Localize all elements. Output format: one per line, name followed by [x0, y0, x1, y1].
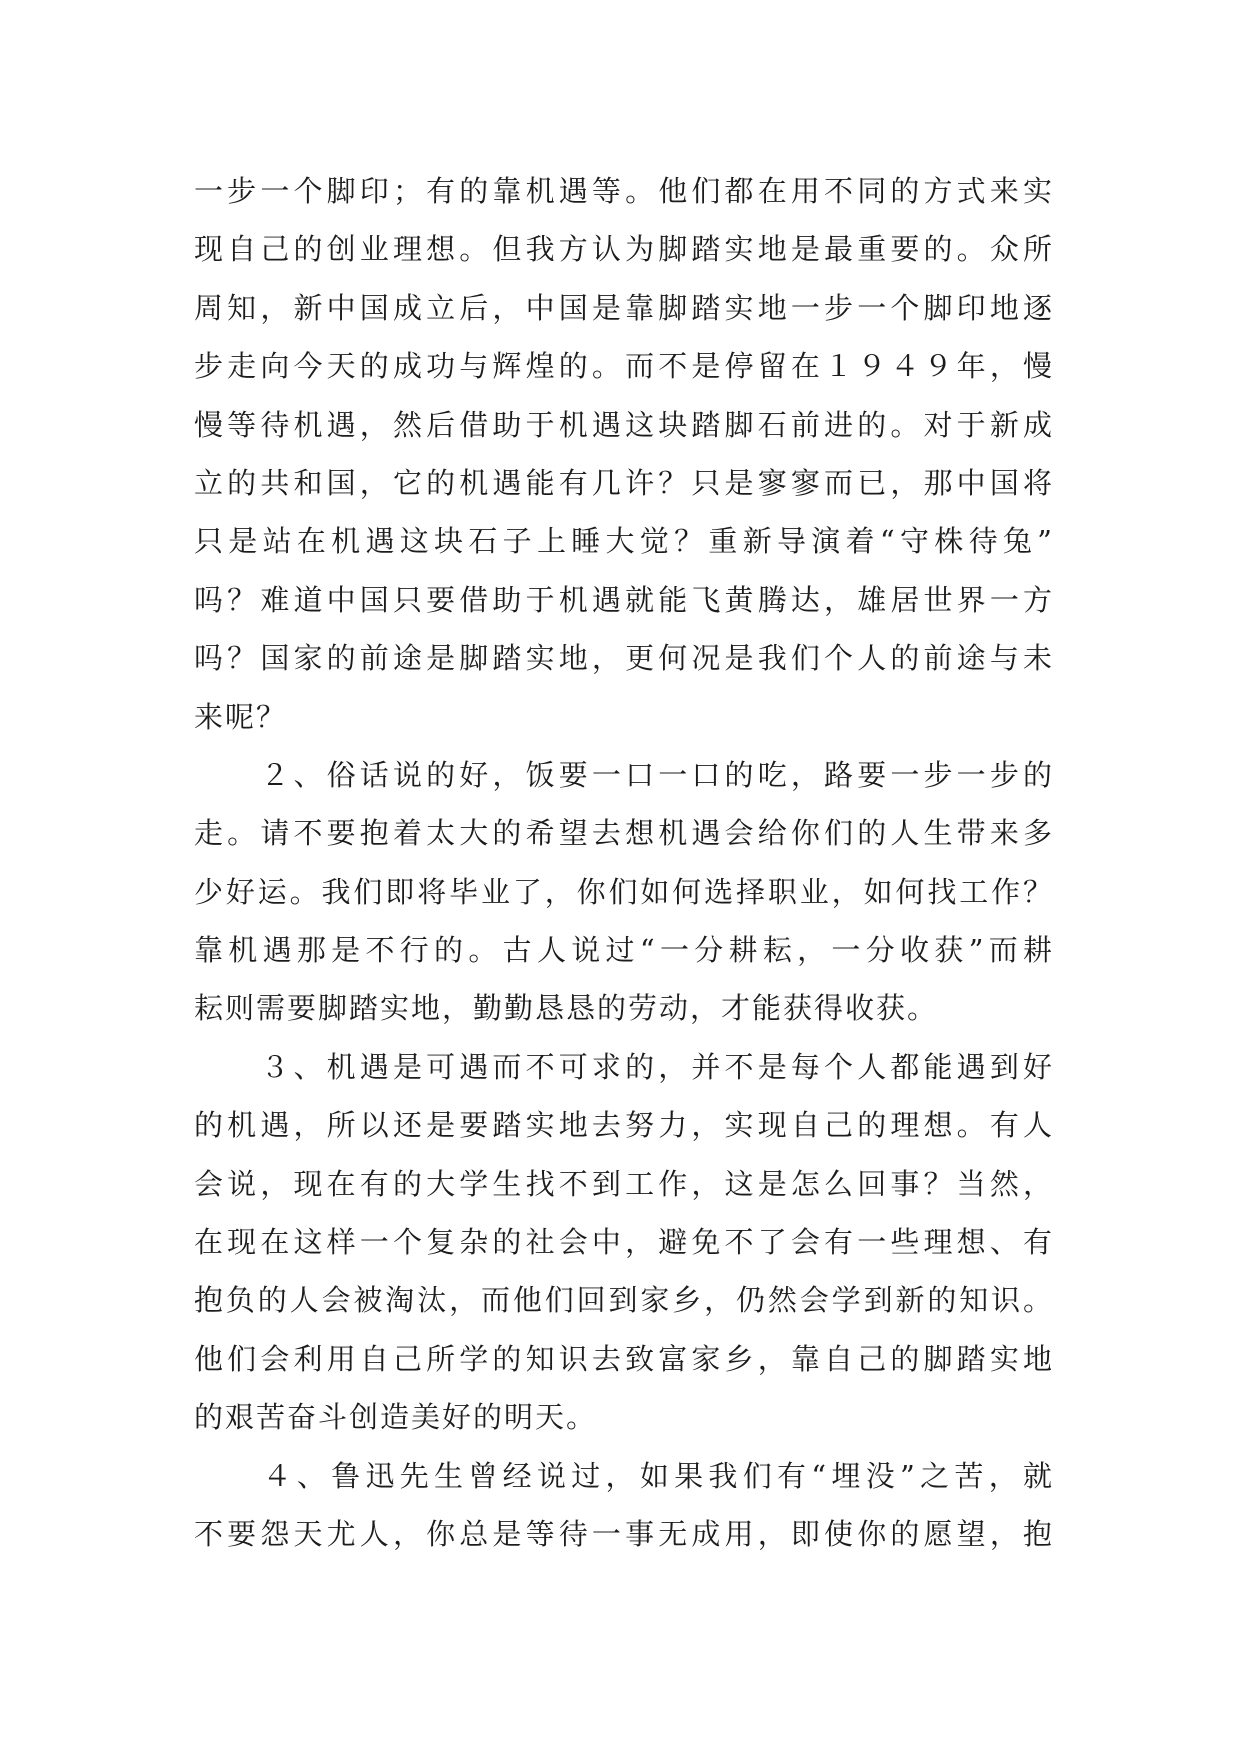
text-line: 现自己的创业理想。但我方认为脚踏实地是最重要的。众所 [194, 232, 1054, 267]
text-line: 会说，现在有的大学生找不到工作，这是怎么回事？当然， [194, 1166, 1054, 1201]
text-line: 的机遇，所以还是要踏实地去努力，实现自己的理想。有人 [194, 1108, 1054, 1143]
text-line: 走。请不要抱着太大的希望去想机遇会给你们的人生带来多 [194, 816, 1054, 851]
text-line: 周知，新中国成立后，中国是靠脚踏实地一步一个脚印地逐 [194, 290, 1054, 325]
text-line: 他们会利用自己所学的知识去致富家乡，靠自己的脚踏实地 [194, 1341, 1054, 1376]
text-line: 慢等待机遇，然后借助于机遇这块踏脚石前进的。对于新成 [194, 407, 1054, 442]
text-line: 吗？国家的前途是脚踏实地，更何况是我们个人的前途与未 [194, 641, 1054, 676]
text-line: ２、俗话说的好，饭要一口一口的吃，路要一步一步的 [194, 757, 1054, 792]
text-line: 立的共和国，它的机遇能有几许？只是寥寥而已，那中国将 [194, 465, 1054, 500]
text-line: 的艰苦奋斗创造美好的明天。 [194, 1400, 598, 1435]
text-line: 耘则需要脚踏实地，勤勤恳恳的劳动，才能获得收获。 [194, 991, 939, 1026]
text-line: 吗？难道中国只要借助于机遇就能飞黄腾达，雄居世界一方 [194, 582, 1054, 617]
text-line: 抱负的人会被淘汰，而他们回到家乡，仍然会学到新的知识。 [194, 1283, 1054, 1318]
text-line: ３、机遇是可遇而不可求的，并不是每个人都能遇到好 [194, 1049, 1054, 1084]
text-line: 只是站在机遇这块石子上睡大觉？重新导演着“守株待兔” [194, 524, 1054, 559]
text-line: 靠机遇那是不行的。古人说过“一分耕耘，一分收获”而耕 [194, 933, 1054, 968]
text-line: 不要怨天尤人，你总是等待一事无成用，即使你的愿望，抱 [194, 1516, 1054, 1551]
text-line: ４、鲁迅先生曾经说过，如果我们有“埋没”之苦，就 [194, 1458, 1054, 1493]
document-body [194, 162, 1054, 1563]
text-line: 步走向今天的成功与辉煌的。而不是停留在１９４９年，慢 [194, 349, 1054, 384]
text-line: 一步一个脚印；有的靠机遇等。他们都在用不同的方式来实 [194, 174, 1054, 208]
text-line: 在现在这样一个复杂的社会中，避免不了会有一些理想、有 [194, 1225, 1054, 1260]
text-line: 来呢？ [194, 699, 288, 734]
text-line: 少好运。我们即将毕业了，你们如何选择职业，如何找工作？ [194, 874, 1054, 909]
